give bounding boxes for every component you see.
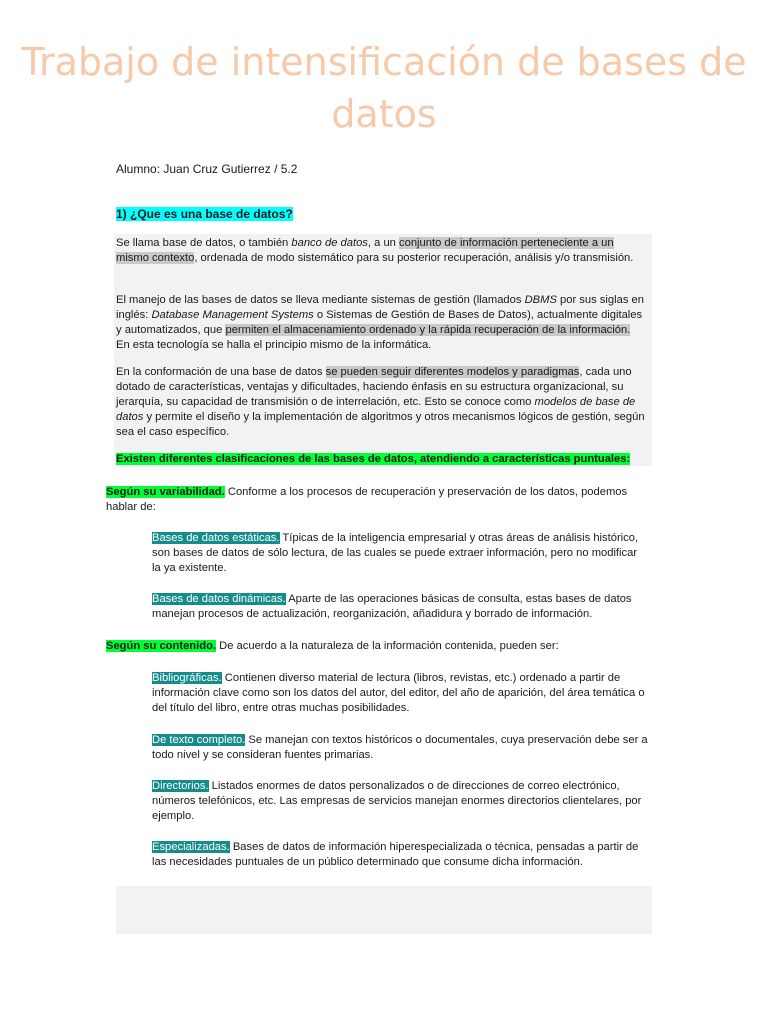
section-contenido [106, 639, 646, 654]
highlighted-text: Existen diferentes clasificaciones de las bases de datos, atendiendo a características puntuales: [116, 453, 631, 465]
text-run: , ordenada de modo sistemático para su posterior recuperación, análisis y/o transmisión. [194, 252, 634, 264]
text-run: Bases de datos de información hiperespecializada o técnica, pensadas a partir de las necesidades puntuales de un público determinado que consume dicha información. [152, 841, 639, 868]
highlighted-text: permiten el almacenamiento ordenado y la rápida recuperación de la información. [225, 324, 631, 336]
question-highlight: 1) ¿Que es una base de datos? [116, 207, 293, 221]
section-label: Según su contenido. [106, 640, 217, 652]
paragraph-models [116, 365, 646, 440]
shaded-block-bottom [116, 886, 652, 934]
text-run: o Sistemas de Gestión de Bases de Datos), actualmente digitales y automatizados, que [116, 309, 643, 336]
question-heading [116, 207, 293, 222]
item-dinamicas [152, 592, 648, 622]
text-run-italic: modelos de base de datos [116, 396, 636, 423]
item-label: Directorios. [152, 780, 209, 792]
section-variabilidad [106, 485, 646, 515]
item-label: Especializadas. [152, 841, 230, 853]
text-run: El manejo de las bases de datos se lleva mediante sistemas de gestión (llamados [116, 294, 525, 306]
item-directorios [152, 779, 652, 824]
text-run: En esta tecnología se halla el principio mismo de la informática. [116, 339, 432, 351]
item-label: Bases de datos estáticas. [152, 532, 280, 544]
text-run: Conforme a los procesos de recuperación y preservación de los datos, podemos hablar de: [106, 486, 628, 513]
item-bibliograficas [152, 671, 652, 716]
student-line: Alumno: Juan Cruz Gutierrez / 5.2 [116, 162, 298, 176]
text-run: De acuerdo a la naturaleza de la información contenida, pueden ser: [216, 640, 559, 652]
item-label: Bases de datos dinámicas. [152, 593, 286, 605]
item-especializadas [152, 840, 652, 870]
text-run-italic: DBMS [524, 294, 557, 306]
text-run: , a un [367, 237, 400, 249]
text-run: Típicas de la inteligencia empresarial y otras áreas de análisis histórico, son bases de datos de sólo lectura, de las cuales se puede extraer información, pero no modificar la ya existente. [152, 532, 639, 574]
text-run: por sus siglas en inglés: [116, 294, 644, 321]
highlighted-text: conjunto de información perteneciente a un mismo contexto [116, 237, 614, 264]
paragraph-dbms [116, 293, 646, 353]
highlighted-text: se pueden seguir diferentes modelos y paradigmas [325, 366, 580, 378]
item-texto-completo [152, 733, 652, 763]
paragraph-definition [116, 236, 646, 266]
section-label: Según su variabilidad. [106, 486, 225, 498]
text-run: , cada uno dotado de características, ventajas y dificultades, haciendo énfasis en su estructura organizacional, su jerarquía, su capacidad de transmisión o de interrelación, etc. Esto se conoce como [116, 366, 632, 408]
text-run: Aparte de las operaciones básicas de consulta, estas bases de datos manejan procesos de actualización, reorganización, añadidura y borrado de información. [152, 593, 632, 620]
text-run: Listados enormes de datos personalizados o de direcciones de correo electrónico, números telefónicos, etc. Las empresas de servicios manejan enormes directorios clientelares, por ejemplo. [152, 780, 642, 822]
text-run: Contienen diverso material de lectura (libros, revistas, etc.) ordenado a partir de información clave como son los datos del autor, del editor, del año de aparición, del área temática o del título del libro, entre otras muchas posibilidades. [152, 672, 645, 714]
item-estaticas [152, 531, 648, 576]
text-run: En la conformación de una base de datos [116, 366, 326, 378]
item-label: De texto completo. [152, 734, 246, 746]
text-run-italic: banco de datos [291, 237, 368, 249]
text-run: y permite el diseño y la implementación de algoritmos y otros mecanismos lógicos de gestión, según sea el caso específico. [116, 411, 645, 438]
text-run: Se manejan con textos históricos o documentales, cuya preservación debe ser a todo nivel y se consideran fuentes primarias. [152, 734, 648, 761]
text-run-italic: Database Management Systems [151, 309, 314, 321]
text-run: Se llama base de datos, o también [116, 237, 292, 249]
document-title: Trabajo de intensificación de bases de datos [21, 40, 747, 136]
item-label: Bibliográficas. [152, 672, 222, 684]
paragraph-classifications [116, 452, 646, 467]
